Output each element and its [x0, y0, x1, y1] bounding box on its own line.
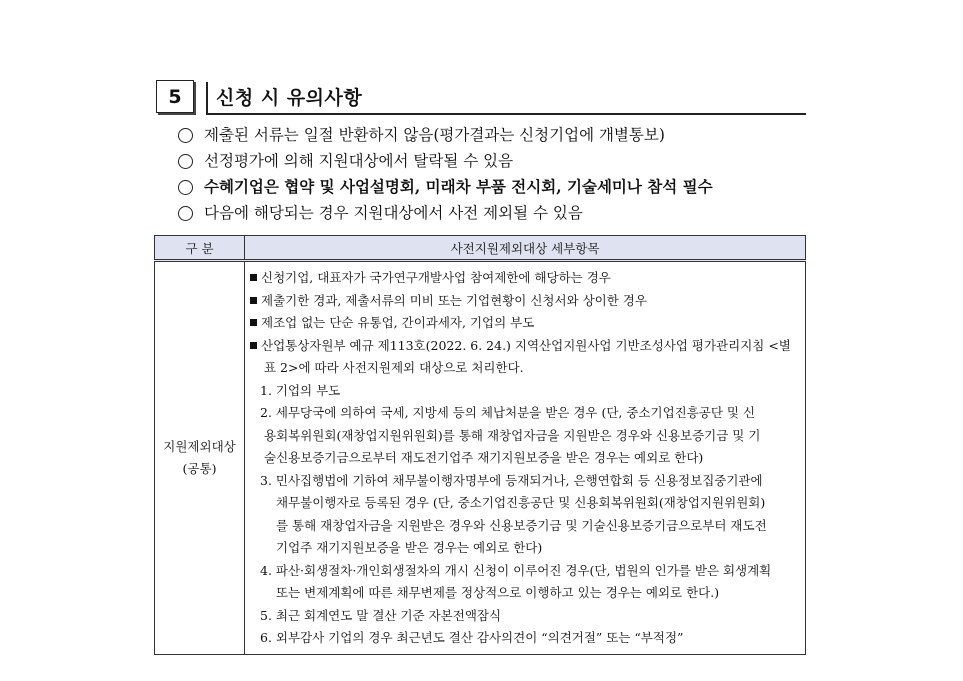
section-number: 5 — [156, 80, 194, 113]
square-bullet-icon — [250, 297, 257, 304]
bullet-item — [250, 267, 797, 290]
bullet-item — [250, 335, 797, 358]
list-item-3-cont: 기업주 재기지원보증을 받은 경우는 예외로 한다) — [276, 540, 543, 555]
title-underline — [206, 113, 806, 115]
table-header-row — [155, 236, 806, 261]
circle-bullet-icon — [178, 154, 193, 169]
square-bullet-icon — [250, 342, 257, 349]
header-category: 구 분 — [155, 236, 245, 261]
bullet-item — [250, 312, 797, 335]
note-text: 선정평가에 의해 지원대상에서 탈락될 수 있음 — [204, 152, 514, 170]
section-title: 신청 시 유의사항 — [216, 87, 363, 109]
category-label: 지원제외대상 — [163, 438, 236, 454]
note-item-required — [178, 174, 713, 200]
note-text: 제출된 서류는 일절 반환하지 않음(평가결과는 신청기업에 개별통보) — [204, 126, 665, 144]
list-item-3-cont: 채무불이행자로 등록된 경우 (단, 중소기업진흥공단 및 신용회복위원회(재창업지원위원회) — [276, 495, 766, 510]
category-cell — [155, 261, 245, 655]
list-item-2-cont: 용회복위원회(재창업지원위원회)를 통해 재창업자금을 지원받은 경우와 신용보증기금 및 기 — [264, 427, 761, 443]
list-item-1: 1. 기업의 부도 — [260, 382, 341, 398]
circle-bullet-icon — [178, 180, 193, 195]
list-item-4: 4. 파산·회생절차·개인회생절차의 개시 신청이 이루어진 경우(단, 법원의 인가를 받은 회생계획 — [260, 562, 772, 578]
note-text: 수혜기업은 협약 및 사업설명회, 미래차 부품 전시회, 기술세미나 참석 필수 — [204, 177, 713, 196]
regulation-text: 산업통상자원부 예규 제113호(2022. 6. 24.) 지역산업지원사업 기반조성사업 평가관리지침 <별 — [261, 337, 791, 353]
section-header — [156, 80, 806, 116]
title-divider — [206, 82, 208, 114]
square-bullet-icon — [250, 274, 257, 281]
bullet-text: 신청기업, 대표자가 국가연구개발사업 참여제한에 해당하는 경우 — [261, 270, 611, 285]
list-item-6: 6. 외부감사 기업의 경우 최근년도 결산 감사의견이 “의견거절” 또는 “부적정” — [260, 630, 684, 645]
notes-list — [178, 122, 713, 226]
list-item-3-cont: 를 통해 재창업자금을 지원받은 경우와 신용보증기금 및 기술신용보증기금으로부터 재도전 — [276, 517, 767, 533]
circle-bullet-icon — [178, 128, 193, 143]
bullet-text: 제출기한 경과, 제출서류의 미비 또는 기업현황이 신청서와 상이한 경우 — [261, 292, 647, 308]
list-item-2: 2. 세무당국에 의하여 국세, 지방세 등의 체납처분을 받은 경우 (단, 중소기업진흥공단 및 신 — [260, 405, 756, 420]
square-bullet-icon — [250, 319, 257, 326]
note-item — [178, 200, 713, 226]
regulation-continuation: 표 2>에 따라 사전지원제외 대상으로 처리한다. — [264, 360, 524, 375]
list-item-3: 3. 민사집행법에 기하여 채무불이행자명부에 등재되거나, 은행연합회 등 신용정보집중기관에 — [260, 472, 763, 488]
circle-bullet-icon — [178, 206, 193, 221]
bullet-item — [250, 290, 797, 313]
list-item-5: 5. 최근 회계연도 말 결산 기준 자본전액잠식 — [260, 607, 502, 623]
category-sublabel: (공통) — [182, 460, 217, 476]
note-item — [178, 122, 713, 148]
bullet-text: 제조업 없는 단순 유통업, 간이과세자, 기업의 부도 — [261, 315, 535, 330]
header-detail: 사전지원제외대상 세부항목 — [245, 236, 806, 261]
note-item — [178, 148, 713, 174]
list-item-2-cont: 술신용보증기금으로부터 재도전기업주 재기지원보증을 받은 경우는 예외로 한다) — [264, 450, 704, 465]
detail-cell — [245, 261, 806, 655]
note-text: 다음에 해당되는 경우 지원대상에서 사전 제외될 수 있음 — [204, 204, 583, 222]
list-item-4-cont: 또는 변제계획에 따른 채무변제를 정상적으로 이행하고 있는 경우는 예외로 한다.) — [276, 585, 720, 600]
table-row — [155, 261, 806, 655]
exclusion-table — [154, 235, 806, 655]
